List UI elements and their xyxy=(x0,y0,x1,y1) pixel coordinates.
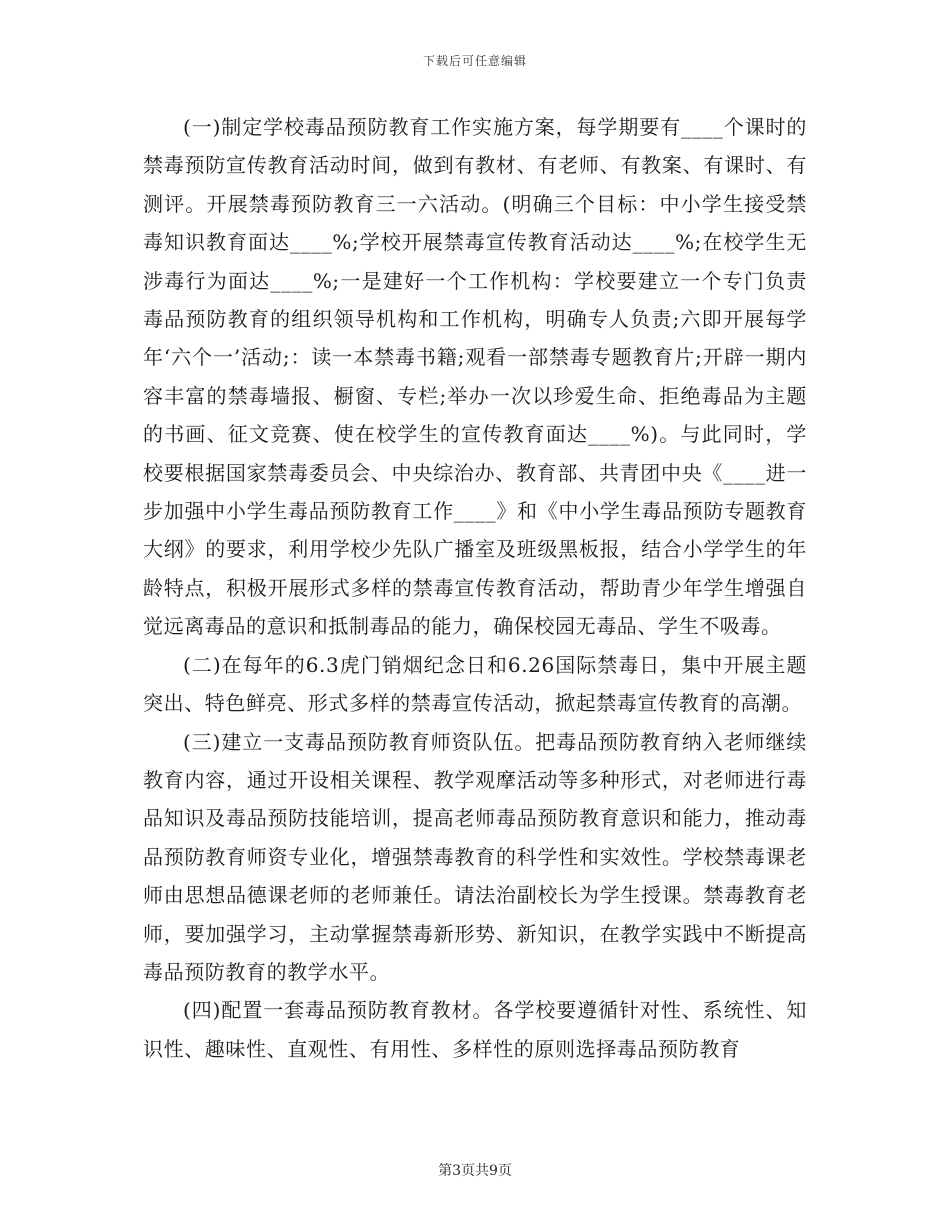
page-footer: 第3页共9页 xyxy=(438,1163,512,1179)
paragraph-2: (二)在每年的6.3虎门销烟纪念日和6.26国际禁毒日，集中开展主题突出、特色鲜亮、形式多样的禁毒宣传活动，掀起禁毒宣传教育的高潮。 xyxy=(143,652,807,716)
paragraph-4: (四)配置一套毒品预防教育教材。各学校要遵循针对性、系统性、知识性、趣味性、直观性、有用性、多样性的原则选择毒品预防教育 xyxy=(143,998,807,1061)
paragraph-3: (三)建立一支毒品预防教育师资队伍。把毒品预防教育纳入老师继续教育内容，通过开设相关课程、教学观摩活动等多种形式，对老师进行毒品知识及毒品预防技能培训，提高老师毒品预防教育意识和能力，推动毒品预防教育师资专业化，增强禁毒教育的科学性和实效性。学校禁毒课老师由思想品德课老师的老师兼任。请法治副校长为学生授课。禁毒教育老师，要加强学习，主动掌握禁毒新形势、新知识，在教学实践中不断提高毒品预防教育的教学水平。 xyxy=(143,729,807,984)
document-body xyxy=(143,108,807,1068)
paragraph-1: (一)制定学校毒品预防教育工作实施方案，每学期要有____个课时的禁毒预防宣传教育活动时间，做到有教材、有老师、有教案、有课时、有测评。开展禁毒预防教育三一六活动。(明确三个目标：中小学生接受禁毒知识教育面达____%;学校开展禁毒宣传教育活动达____%;在校学生无涉毒行为面达____%;一是建好一个工作机构：学校要建立一个专门负责毒品预防教育的组织领导机构和工作机构，明确专人负责;六即开展每学年‘六个一’活动;：读一本禁毒书籍;观看一部禁毒专题教育片;开辟一期内容丰富的禁毒墙报、橱窗、专栏;举办一次以珍爱生命、拒绝毒品为主题的书画、征文竞赛、使在校学生的宣传教育面达____%)。与此同时，学校要根据国家禁毒委员会、中央综治办、教育部、共青团中央《____进一步加强中小学生毒品预防教育工作____》和《中小学生毒品预防专题教育大纲》的要求，利用学校少先队广播室及班级黑板报，结合小学学生的年龄特点，积极开展形式多样的禁毒宣传教育活动，帮助青少年学生增强自觉远离毒品的意识和抵制毒品的能力，确保校园无毒品、学生不吸毒。 xyxy=(143,115,807,639)
page-header: 下载后可任意编辑 xyxy=(422,54,527,68)
